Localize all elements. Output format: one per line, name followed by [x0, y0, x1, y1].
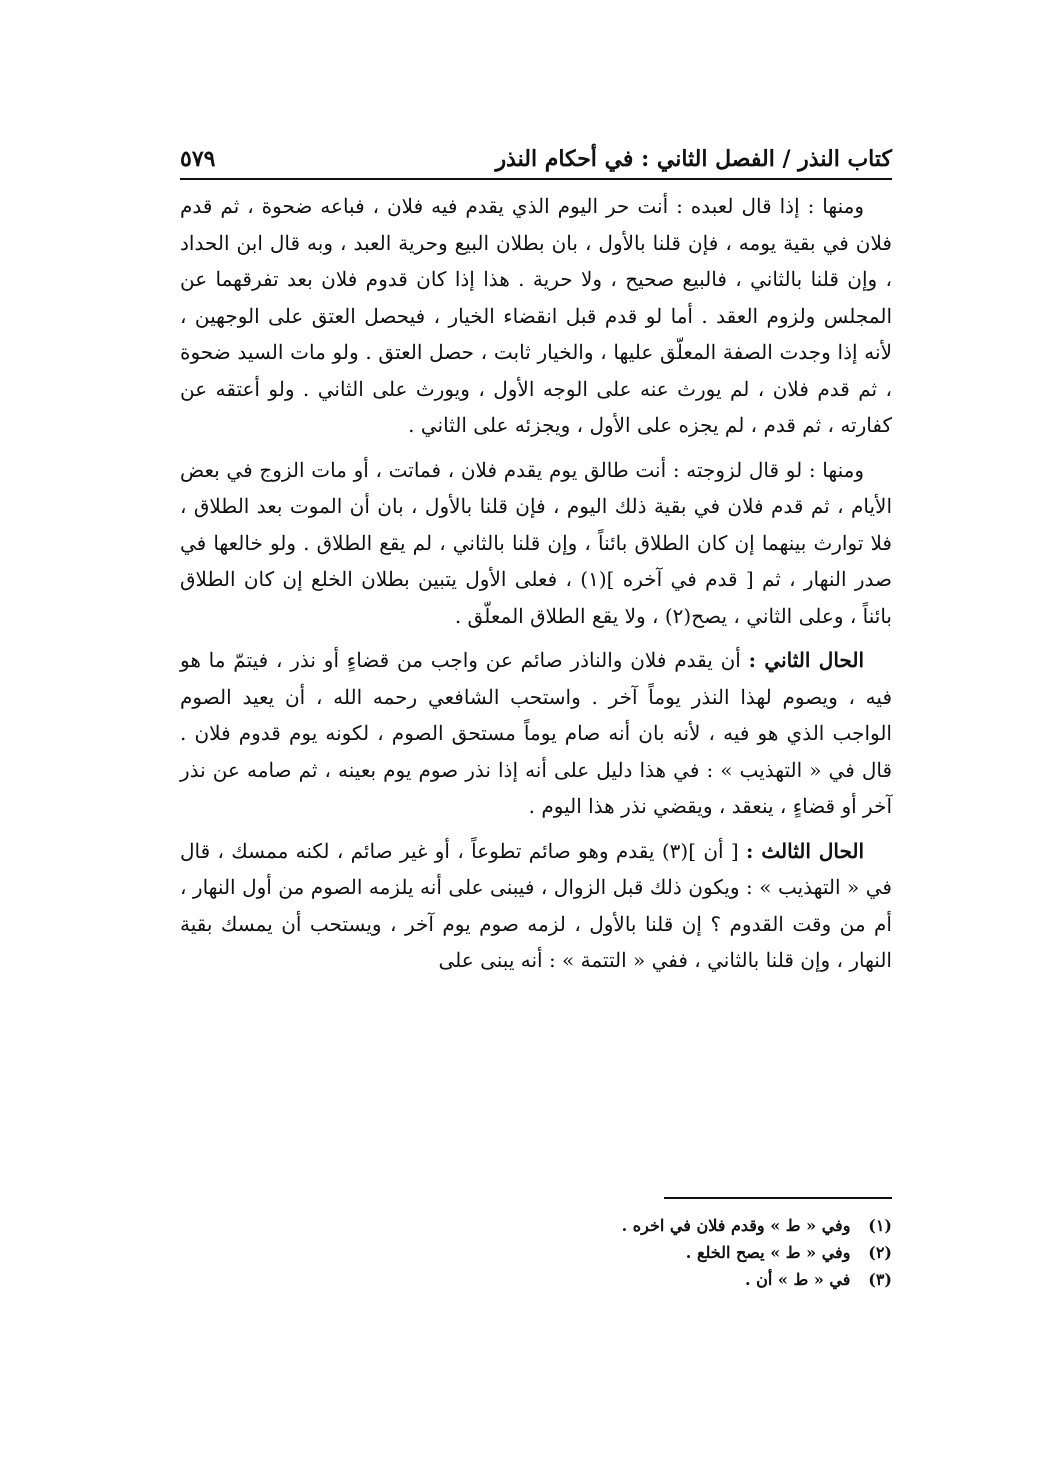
paragraph	[180, 188, 892, 444]
paragraph-text: ومنها : إذا قال لعبده : أنت حر اليوم الذي يقدم فيه فلان ، فباعه ضحوة ، ثم قدم فلان في بقية يومه ، فإن قلنا بالأول ، بان بطلان البيع وحرية العبد ، وبه قال ابن الحداد ، وإن قلنا بالثاني ، فالبيع صحيح ، ولا حرية . هذا إذا كان قدوم فلان بعد تفرقهما عن المجلس ولزوم العقد . أما لو قدم قبل انقضاء الخيار ، فيحصل العتق على الوجهين ، لأنه إذا وجدت الصفة المعلّق عليها ، والخيار ثابت ، حصل العتق . ولو مات السيد ضحوة ، ثم قدم فلان ، لم يورث عنه على الوجه الأول ، ويورث على الثاني . ولو أعتقه عن كفارته ، ثم قدم ، لم يجزه على الأول ، ويجزئه على الثاني .	[180, 194, 892, 437]
page-header	[180, 134, 892, 174]
section-heading-second-case: الحال الثاني :	[748, 648, 864, 672]
paragraph-text: ومنها : لو قال لزوجته : أنت طالق يوم يقدم فلان ، فماتت ، أو مات الزوج في بعض الأيام ، ثم قدم فلان في بقية ذلك اليوم ، فإن قلنا بالأول ، بان أن الموت بعد الطلاق ، فلا توارث بينهما إن كان الطلاق بائناً ، وإن قلنا بالثاني ، لم يقع الطلاق . ولو خالعها في صدر النهار ، ثم [ قدم في آخره ](١) ، فعلى الأول يتبين بطلان الخلع إن كان الطلاق بائناً ، وعلى الثاني ، يصح(٢) ، ولا يقع الطلاق المعلّق .	[180, 457, 893, 628]
footnote-rule	[664, 1197, 892, 1199]
page-number: ٥٧٩	[180, 146, 216, 172]
main-text	[180, 188, 892, 987]
footnote-number: (٢)	[868, 1243, 892, 1262]
paragraph	[180, 452, 892, 635]
section-heading-third-case: الحال الثالث :	[746, 838, 865, 863]
footnote-text: في « ط » أن .	[745, 1270, 851, 1289]
paragraph	[180, 833, 892, 979]
running-title: كتاب النذر / الفصل الثاني : في أحكام النذر	[495, 146, 892, 172]
footnote-text: وفي « ط » يصح الخلع .	[685, 1243, 851, 1262]
header-rule	[180, 178, 892, 180]
paragraph-text: أن يقدم فلان والناذر صائم عن واجب من قضاءٍ أو نذر ، فيتمّ ما هو فيه ، ويصوم لهذا النذر يوماً آخر . واستحب الشافعي رحمه الله ، أن يعيد الصوم الواجب الذي هو فيه ، لأنه بان أنه صام يوماً مستحق الصوم ، لكونه يوم قدوم فلان . قال في « التهذيب » : في هذا دليل على أنه إذا نذر صوم يوم بعينه ، ثم صامه عن نذر آخر أو قضاءٍ ، ينعقد ، ويقضي نذر هذا اليوم .	[180, 648, 892, 818]
footnote	[180, 1212, 892, 1239]
paragraph-text: [ أن ](٣) يقدم وهو صائم تطوعاً ، أو غير صائم ، لكنه ممسك ، قال في « التهذيب » : ويكون ذلك قبل الزوال ، فيبنى على أنه يلزمه الصوم من أول النهار ، أم من وقت القدوم ؟ إن قلنا بالأول ، لزمه صوم يوم آخر ، ويستحب أن يمسك بقية النهار ، وإن قلنا بالثاني ، ففي « التتمة » : أنه يبنى على	[180, 838, 892, 972]
footnote-number: (١)	[868, 1216, 892, 1235]
footnotes	[180, 1212, 892, 1293]
footnote-number: (٣)	[868, 1270, 892, 1289]
footnote-text: وفي « ط » وقدم فلان في اخره .	[621, 1216, 851, 1235]
footnote	[180, 1239, 892, 1266]
paragraph	[180, 642, 892, 825]
footnote	[180, 1266, 892, 1293]
